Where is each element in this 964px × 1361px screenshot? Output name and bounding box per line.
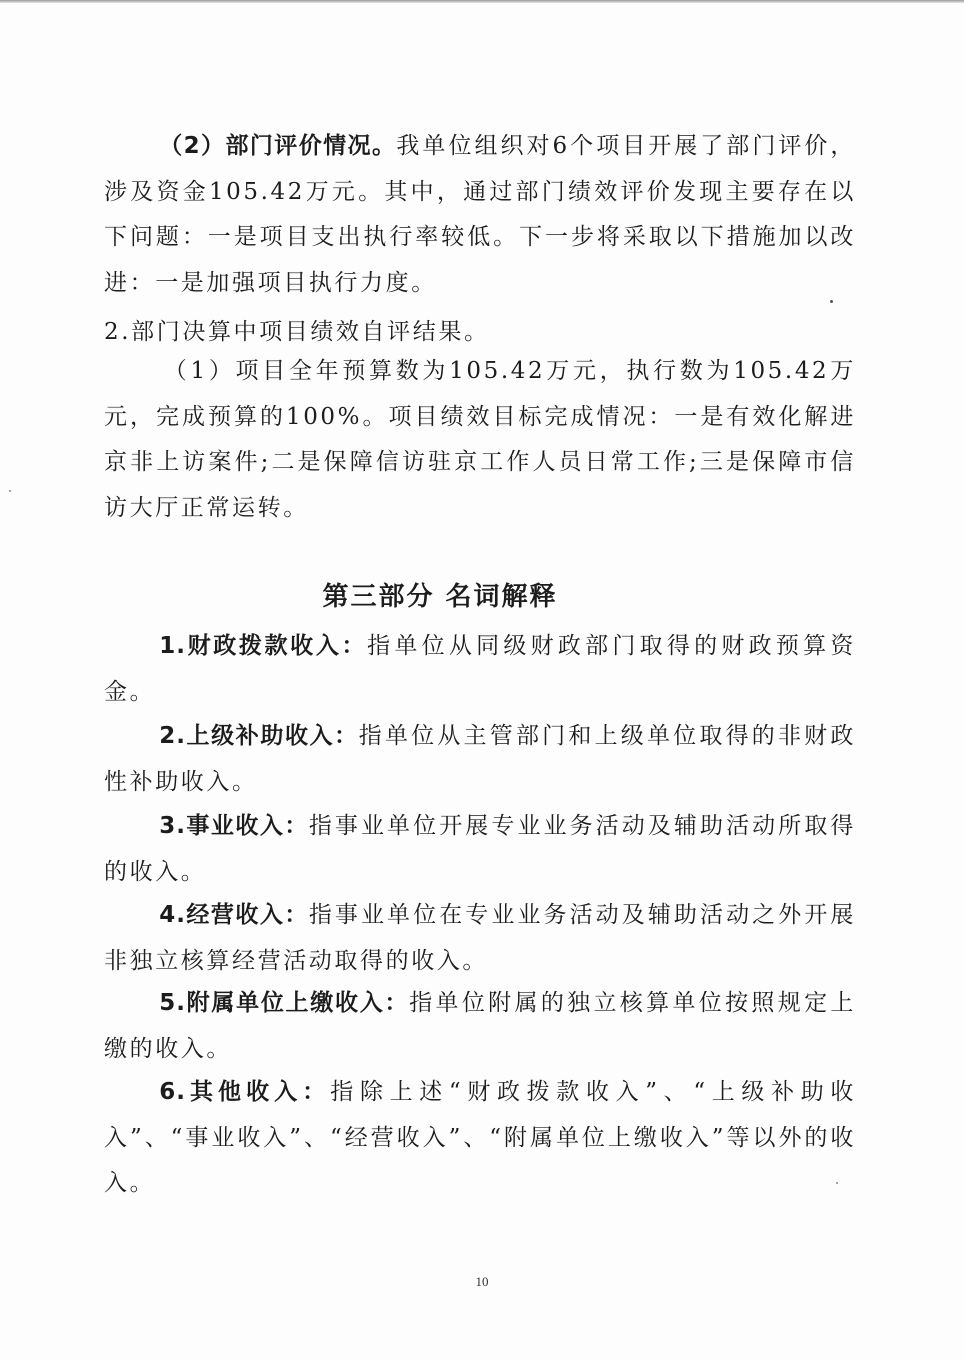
scan-speck — [830, 300, 833, 303]
term-label: 4.经营收入： — [159, 902, 309, 928]
term-definition: 指单位从同级财政部门取得的财政预算资金。 — [104, 633, 856, 705]
term-label: 2.上级补助收入： — [159, 723, 359, 749]
term-definition: 指事业单位在专业业务活动及辅助活动之外开展非独立核算经营活动取得的收入。 — [104, 902, 856, 974]
scan-speck — [836, 1182, 838, 1184]
paragraph-lead-bold: （2）部门评价情况。 — [159, 133, 397, 159]
term-definition: 指事业单位开展专业业务活动及辅助活动所取得的收入。 — [104, 813, 856, 885]
term-definition: 指除上述“财政拨款收入”、“上级补助收入”、“事业收入”、“经营收入”、“附属单位上缴收入”等以外的收入。 — [104, 1079, 856, 1196]
term-item — [104, 804, 856, 895]
term-definition: 指单位附属的独立核算单位按照规定上缴的收入。 — [104, 990, 856, 1062]
paragraph-department-evaluation — [104, 124, 856, 306]
term-item — [104, 893, 856, 984]
section-title: 第三部分 名词解释 — [322, 582, 558, 612]
scan-top-edge — [0, 0, 964, 3]
term-label: 3.事业收入： — [159, 813, 309, 839]
term-label: 1.财政拨款收入： — [159, 633, 368, 659]
term-label: 5.附属单位上缴收入： — [159, 990, 410, 1016]
paragraph-body: 我单位组织对6个项目开展了部门评价，涉及资金105.42万元。其中，通过部门绩效评价发现主要存在以下问题：一是项目支出执行率较低。下一步将采取以下措施加以改进：一是加强项目执行力度。 — [104, 133, 856, 296]
paragraph-budget-execution: （1）项目全年预算数为105.42万元，执行数为105.42万元，完成预算的100%。项目绩效目标完成情况：一是有效化解进京非上访案件;二是保障信访驻京工作人员日常工作;三是保障市信访大厅正常运转。 — [104, 358, 856, 521]
term-definition: 指单位从主管部门和上级单位取得的非财政性补助收入。 — [104, 723, 856, 795]
term-label: 6.其他收入： — [159, 1079, 331, 1105]
term-item — [104, 624, 856, 715]
paragraph-self-evaluation-heading: 2.部门决算中项目绩效自评结果。 — [104, 319, 490, 345]
term-item — [104, 714, 856, 805]
term-item — [104, 981, 856, 1072]
scan-speck — [9, 490, 11, 492]
term-item — [104, 1070, 856, 1207]
page-number: 10 — [475, 1274, 489, 1289]
